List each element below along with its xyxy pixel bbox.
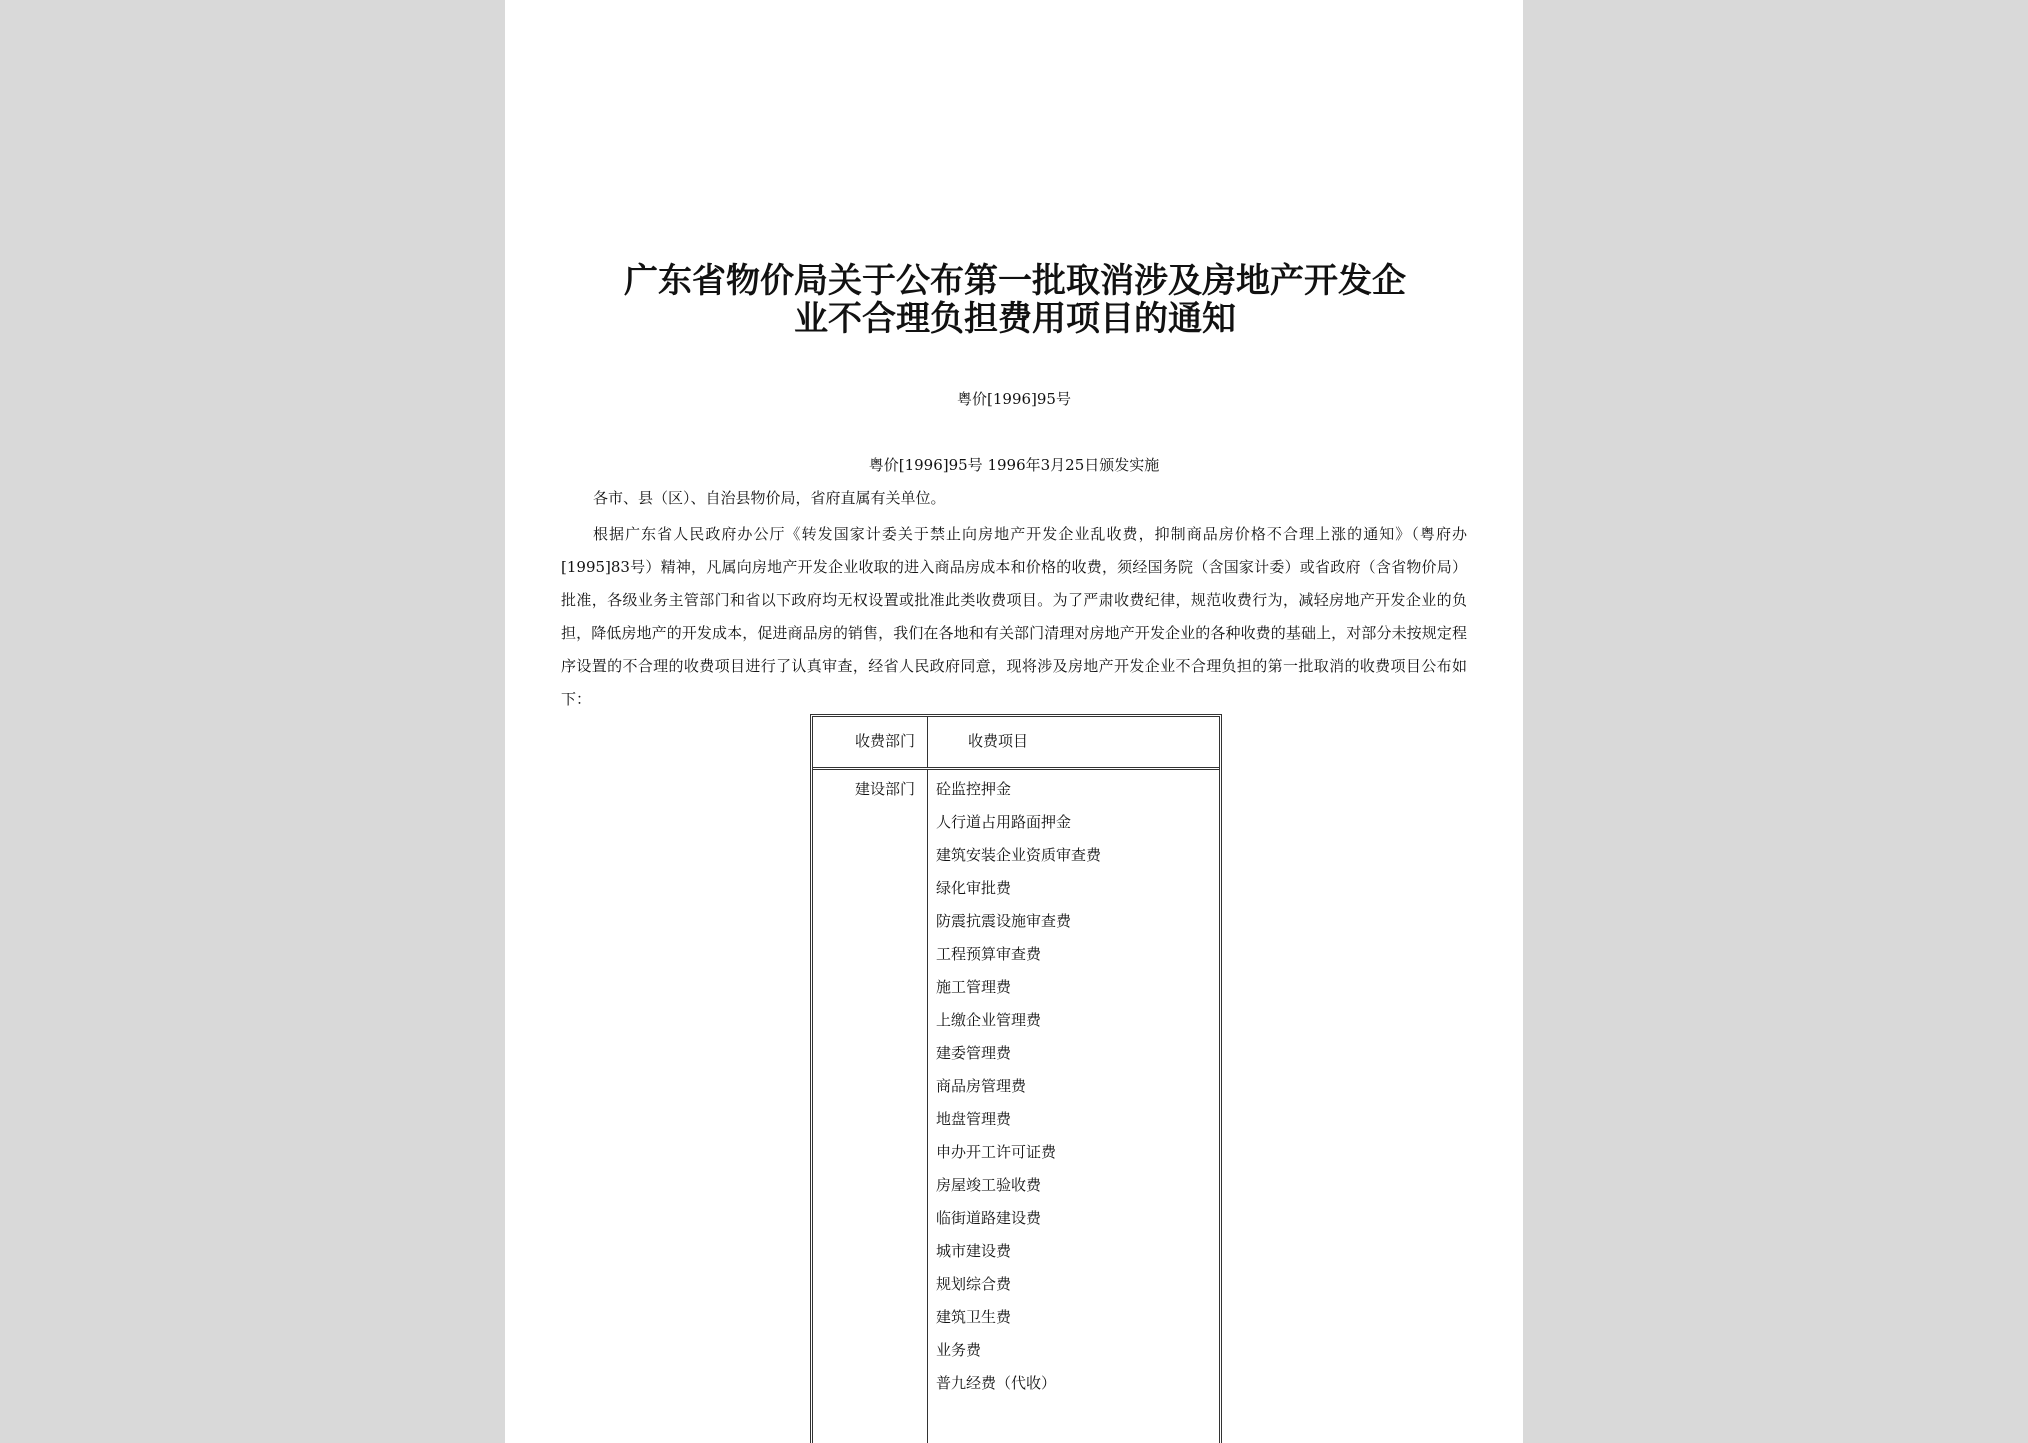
header-item: 收费项目	[968, 732, 1029, 750]
fee-item: 建筑安装企业资质审查费	[936, 846, 1102, 864]
fee-item: 规划综合费	[936, 1275, 1012, 1293]
table-body-row	[813, 770, 1219, 1443]
fee-item: 上缴企业管理费	[936, 1011, 1042, 1029]
fee-item: 建筑卫生费	[936, 1308, 1012, 1326]
fee-item: 施工管理费	[936, 978, 1012, 996]
fee-item: 商品房管理费	[936, 1077, 1027, 1095]
fee-item: 防震抗震设施审查费	[936, 912, 1072, 930]
fee-item: 工程预算审查费	[936, 945, 1042, 963]
fee-item: 建委管理费	[936, 1044, 1012, 1062]
fee-table	[810, 714, 1222, 1443]
dept-cell: 建设部门	[813, 770, 928, 1443]
fee-item: 房屋竣工验收费	[936, 1176, 1042, 1194]
fee-item: 绿化审批费	[936, 879, 1012, 897]
fee-item: 地盘管理费	[936, 1110, 1012, 1128]
body-paragraph: 根据广东省人民政府办公厅《转发国家计委关于禁止向房地产开发企业乱收费，抑制商品房价格不合理上涨的通知》（粤府办[1995]83号）精神，凡属向房地产开发企业收取的进入商品房成本和价格的收费，须经国务院（含国家计委）或省政府（含省物价局）批准，各级业务主管部门和省以下政府均无权设置或批准此类收费项目。为了严肃收费纪律，规范收费行为，减轻房地产开发企业的负担，降低房地产的开发成本，促进商品房的销售，我们在各地和有关部门清理对房地产开发企业的各种收费的基础上，对部分未按规定程序设置的不合理的收费项目进行了认真审查，经省人民政府同意，现将涉及房地产开发企业不合理负担的第一批取消的收费项目公布如下：	[561, 525, 1467, 708]
fee-item: 业务费	[936, 1341, 982, 1359]
fee-item: 城市建设费	[936, 1242, 1012, 1260]
fee-item: 临街道路建设费	[936, 1209, 1042, 1227]
salutation: 各市、县（区）、自治县物价局，省府直属有关单位。	[593, 489, 946, 507]
fee-item: 申办开工许可证费	[936, 1143, 1057, 1161]
document-page	[505, 0, 1523, 1443]
issued-line: 粤价[1996]95号 1996年3月25日颁发实施	[868, 456, 1160, 474]
header-dept: 收费部门	[813, 717, 928, 767]
title-line-2: 业不合理负担费用项目的通知	[794, 299, 1236, 339]
document-number: 粤价[1996]95号	[957, 390, 1071, 408]
fee-item: 人行道占用路面押金	[936, 813, 1072, 831]
fee-item: 砼监控押金	[936, 780, 1012, 798]
table-header-row	[813, 717, 1219, 770]
fee-item: 普九经费（代收）	[936, 1374, 1057, 1392]
fee-item-list	[928, 770, 1219, 1443]
document-title	[585, 262, 1445, 338]
title-line-1: 广东省物价局关于公布第一批取消涉及房地产开发企	[624, 261, 1406, 301]
